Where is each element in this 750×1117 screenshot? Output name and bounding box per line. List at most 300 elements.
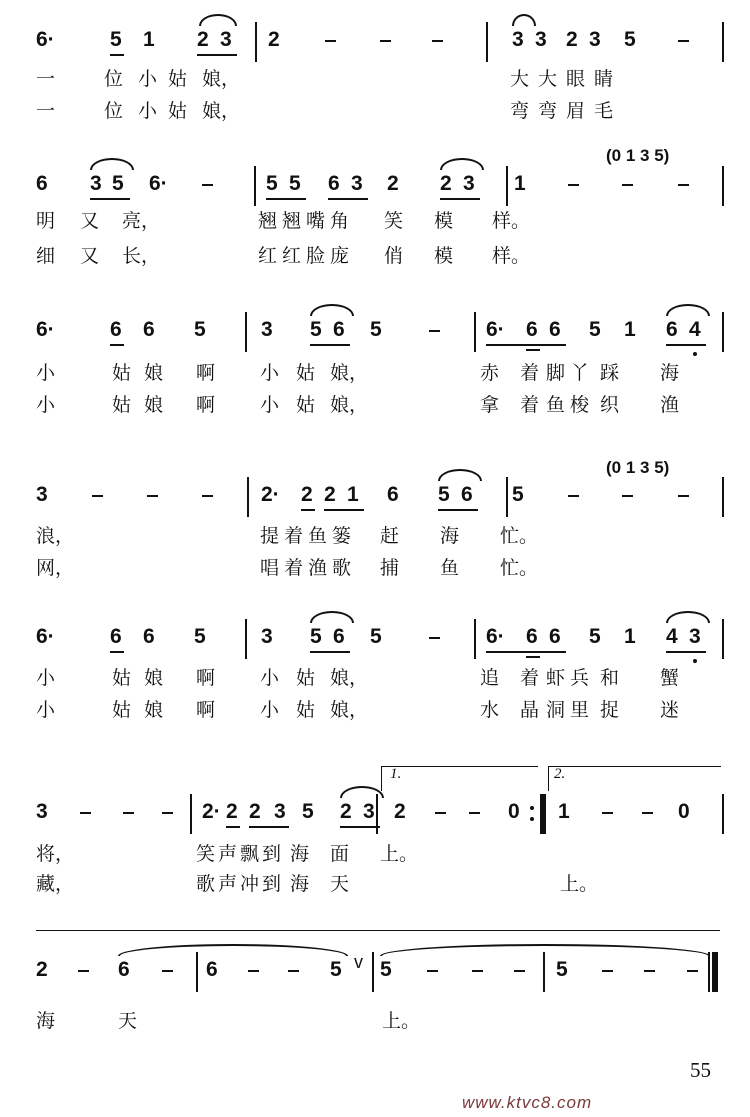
lyric-char: 水 — [480, 699, 500, 721]
note: 3 — [261, 318, 273, 341]
note: 5 — [438, 483, 450, 506]
lyric-char: 姑 — [168, 100, 188, 122]
lyric-char: 小 — [36, 362, 56, 384]
eighth-underline — [526, 651, 566, 653]
slur — [512, 14, 536, 26]
slur — [666, 304, 710, 316]
slur — [440, 158, 484, 170]
note: 2 — [440, 172, 452, 195]
lyric-char: 着 — [284, 557, 304, 579]
note: 3 — [36, 800, 48, 823]
note: 3 — [589, 28, 601, 51]
note: 3 — [90, 172, 102, 195]
lyric-char: 明 — [36, 210, 56, 232]
duration-dash — [429, 637, 440, 639]
note: 6· — [149, 172, 168, 195]
note: 3 — [512, 28, 524, 51]
lyric-char: 一 — [36, 68, 56, 90]
lyric-char: 姑 — [112, 394, 132, 416]
lyric-char: 翘 — [258, 210, 278, 232]
lyric-char: 丫 — [570, 362, 590, 384]
note: 3 — [351, 172, 363, 195]
slur — [310, 611, 354, 623]
note: 6· — [36, 625, 55, 648]
duration-dash — [147, 495, 158, 497]
lyric-char: 歌 — [196, 873, 216, 895]
lyric-char: 小 — [36, 394, 56, 416]
lyric-char: 天 — [330, 873, 350, 895]
note: 6 — [328, 172, 340, 195]
lyric-char: 小 — [138, 100, 158, 122]
note: 6· — [486, 625, 505, 648]
note: 0 — [508, 800, 520, 823]
eighth-underline — [666, 344, 706, 346]
low-octave-dot — [693, 352, 697, 356]
lyric-char: 鱼 — [308, 525, 328, 547]
note: 5 — [194, 318, 206, 341]
lyric-char: 捉 — [600, 699, 620, 721]
lyric-char: 和 — [600, 667, 620, 689]
lyric-char: 海 — [290, 843, 310, 865]
eighth-underline — [310, 344, 350, 346]
repeat-barline — [540, 794, 544, 834]
duration-dash — [78, 970, 89, 972]
note: 6 — [333, 318, 345, 341]
note: 6 — [36, 172, 48, 195]
lyric-char: 眼 — [566, 68, 586, 90]
note: 2 — [394, 800, 406, 823]
note: 6 — [143, 625, 155, 648]
lyric-char: 位 — [104, 68, 124, 90]
lyric-char: 模 — [434, 245, 454, 267]
duration-dash — [678, 40, 689, 42]
lyric-char: 娘， — [330, 667, 369, 689]
lyric-char: 姑 — [296, 394, 316, 416]
duration-dash — [602, 970, 613, 972]
barline — [245, 312, 247, 352]
sixteenth-underline — [526, 349, 540, 351]
lyric-char: 弯 — [538, 100, 558, 122]
note: 6 — [118, 958, 130, 981]
lyric-char: 浪， — [36, 525, 75, 547]
lyric-char: 追 — [480, 667, 500, 689]
lyric-char: 庞 — [330, 245, 350, 267]
lyric-char: 里 — [570, 699, 590, 721]
lyric-char: 嘴 — [306, 210, 326, 232]
duration-dash — [602, 812, 613, 814]
lyric-char: 小 — [138, 68, 158, 90]
duration-dash — [622, 184, 633, 186]
note: 6 — [549, 318, 561, 341]
eighth-underline — [310, 651, 350, 653]
lyric-char: 天 — [118, 1010, 138, 1032]
barline — [245, 619, 247, 659]
slur — [199, 14, 237, 26]
barline — [722, 794, 724, 834]
duration-dash — [380, 40, 391, 42]
duration-dash — [568, 495, 579, 497]
note: 5 — [370, 318, 382, 341]
lyric-char: 细 — [36, 245, 56, 267]
lyric-char: 一 — [36, 100, 56, 122]
note: 5 — [330, 958, 342, 981]
volta-number: 2. — [554, 766, 566, 782]
lyric-char: 海 — [660, 362, 680, 384]
repeat-dot — [530, 806, 534, 810]
note: 2 — [249, 800, 261, 823]
note: 3 — [463, 172, 475, 195]
note: 1 — [347, 483, 359, 506]
note: 6· — [36, 28, 55, 51]
lyric-char: 赶 — [380, 525, 400, 547]
eighth-underline — [226, 826, 240, 828]
barline — [247, 477, 249, 517]
duration-dash — [202, 184, 213, 186]
barline — [255, 22, 257, 62]
duration-dash — [469, 812, 480, 814]
lyric-char: 娘 — [144, 362, 164, 384]
note: 6 — [666, 318, 678, 341]
lyric-char: 踩 — [600, 362, 620, 384]
eighth-underline — [110, 651, 124, 653]
lyric-char: 姑 — [112, 667, 132, 689]
system-rule — [36, 930, 720, 931]
lyric-char: 啊 — [196, 699, 216, 721]
duration-dash — [248, 970, 259, 972]
duration-dash — [678, 184, 689, 186]
lyric-char: 睛 — [594, 68, 614, 90]
lyric-char: 啊 — [196, 394, 216, 416]
lyric-char: 娘， — [330, 394, 369, 416]
lyric-char: 洞 — [546, 699, 566, 721]
note: 6 — [110, 625, 122, 648]
lyric-char: 眉 — [566, 100, 586, 122]
lyric-char: 藏， — [36, 873, 75, 895]
lyric-char: 冲 — [240, 873, 260, 895]
lyric-char: 将， — [36, 843, 75, 865]
note: 6· — [36, 318, 55, 341]
eighth-underline — [324, 509, 364, 511]
slur — [666, 611, 710, 623]
note: 6 — [206, 958, 218, 981]
lyric-char: 赤 — [480, 362, 500, 384]
note: 2· — [261, 483, 280, 506]
lyric-char: 娘 — [144, 394, 164, 416]
sixteenth-underline — [526, 656, 540, 658]
duration-dash — [325, 40, 336, 42]
lyric-char: 角 — [330, 210, 350, 232]
lyric-char: 梭 — [570, 394, 590, 416]
barline — [196, 952, 198, 992]
lyric-char: 又 — [80, 245, 100, 267]
slur — [118, 944, 348, 956]
lyric-char: 面 — [330, 843, 350, 865]
page-number: 55 — [690, 1058, 711, 1082]
breath-mark: v — [354, 952, 363, 972]
lyric-char: 蟹 — [660, 667, 680, 689]
eighth-underline — [666, 651, 706, 653]
lyric-char: 娘 — [144, 699, 164, 721]
barline — [474, 619, 476, 659]
barline — [544, 794, 546, 834]
duration-dash — [202, 495, 213, 497]
lyric-char: 歌 — [332, 557, 352, 579]
lyric-char: 海 — [290, 873, 310, 895]
lyric-char: 笑 — [196, 843, 216, 865]
duration-dash — [622, 495, 633, 497]
lyric-char: 小 — [260, 667, 280, 689]
note: 6 — [461, 483, 473, 506]
note: 5 — [589, 625, 601, 648]
low-octave-dot — [693, 659, 697, 663]
lyric-char: 弯 — [510, 100, 530, 122]
lyric-char: 捕 — [380, 557, 400, 579]
watermark: www.ktvc8.com — [462, 1093, 593, 1112]
lyric-char: 鱼 — [546, 394, 566, 416]
lyric-char: 上。 — [382, 1010, 421, 1032]
duration-dash — [80, 812, 91, 814]
eighth-underline — [328, 198, 368, 200]
pickup-notes: (0 1 3 5) — [606, 146, 670, 165]
note: 5 — [110, 28, 122, 51]
lyric-char: 啊 — [196, 362, 216, 384]
eighth-underline — [301, 509, 315, 511]
lyric-char: 提 — [260, 525, 280, 547]
lyric-char: 唱 — [260, 557, 280, 579]
duration-dash — [687, 970, 698, 972]
slur — [310, 304, 354, 316]
duration-dash — [678, 495, 689, 497]
note: 3 — [535, 28, 547, 51]
note: 6 — [110, 318, 122, 341]
barline — [722, 619, 724, 659]
lyric-char: 娘， — [202, 68, 241, 90]
slur — [340, 786, 384, 798]
lyric-char: 到 — [262, 843, 282, 865]
eighth-underline — [90, 198, 130, 200]
lyric-char: 大 — [510, 68, 530, 90]
barline — [372, 952, 374, 992]
duration-dash — [92, 495, 103, 497]
lyric-char: 飘 — [240, 843, 260, 865]
duration-dash — [514, 970, 525, 972]
slur — [380, 944, 710, 956]
note: 5 — [556, 958, 568, 981]
note: 6 — [143, 318, 155, 341]
lyric-char: 娘 — [144, 667, 164, 689]
lyric-char: 娘， — [330, 362, 369, 384]
note: 3 — [36, 483, 48, 506]
duration-dash — [429, 330, 440, 332]
volta-bracket-2 — [548, 766, 721, 791]
lyric-char: 亮， — [122, 210, 161, 232]
lyric-char: 样。 — [492, 245, 531, 267]
barline — [506, 477, 508, 517]
slur — [90, 158, 134, 170]
lyric-char: 脸 — [306, 245, 326, 267]
lyric-char: 笑 — [384, 210, 404, 232]
lyric-char: 虾 — [546, 667, 566, 689]
note: 5 — [370, 625, 382, 648]
final-barline — [714, 952, 718, 992]
note: 5 — [266, 172, 278, 195]
note: 5 — [380, 958, 392, 981]
lyric-char: 姑 — [112, 362, 132, 384]
volta-bracket-1 — [381, 766, 538, 791]
lyric-char: 啊 — [196, 667, 216, 689]
barline — [190, 794, 192, 834]
lyric-char: 毛 — [594, 100, 614, 122]
lyric-char: 着 — [520, 362, 540, 384]
duration-dash — [435, 812, 446, 814]
lyric-char: 海 — [440, 525, 460, 547]
note: 6 — [387, 483, 399, 506]
duration-dash — [642, 812, 653, 814]
note: 2 — [226, 800, 238, 823]
lyric-char: 小 — [260, 394, 280, 416]
lyric-char: 小 — [260, 362, 280, 384]
note: 1 — [514, 172, 526, 195]
lyric-char: 忙。 — [500, 557, 539, 579]
lyric-char: 到 — [262, 873, 282, 895]
barline — [254, 166, 256, 206]
lyric-char: 上。 — [560, 873, 599, 895]
lyric-char: 渔 — [660, 394, 680, 416]
note: 4 — [689, 318, 701, 341]
note: 1 — [558, 800, 570, 823]
duration-dash — [162, 970, 173, 972]
note: 2 — [36, 958, 48, 981]
lyric-char: 样。 — [492, 210, 531, 232]
duration-dash — [162, 812, 173, 814]
lyric-char: 鱼 — [440, 557, 460, 579]
duration-dash — [123, 812, 134, 814]
lyric-char: 脚 — [546, 362, 566, 384]
barline — [474, 312, 476, 352]
note: 5 — [289, 172, 301, 195]
note: 4 — [666, 625, 678, 648]
pickup-notes: (0 1 3 5) — [606, 458, 670, 477]
note: 6· — [486, 318, 505, 341]
eighth-underline — [438, 509, 478, 511]
note: 3 — [261, 625, 273, 648]
note: 3 — [274, 800, 286, 823]
barline — [722, 166, 724, 206]
note: 2· — [202, 800, 221, 823]
lyric-char: 姑 — [296, 667, 316, 689]
note: 5 — [512, 483, 524, 506]
barline — [722, 477, 724, 517]
barline — [722, 22, 724, 62]
lyric-char: 上。 — [380, 843, 419, 865]
note: 3 — [220, 28, 232, 51]
lyric-char: 忙。 — [500, 525, 539, 547]
note: 2 — [301, 483, 313, 506]
eighth-underline — [440, 198, 480, 200]
lyric-char: 娘， — [202, 100, 241, 122]
note: 5 — [194, 625, 206, 648]
barline — [543, 952, 545, 992]
lyric-char: 着 — [284, 525, 304, 547]
lyric-char: 声 — [218, 843, 238, 865]
eighth-underline — [110, 54, 124, 56]
duration-dash — [288, 970, 299, 972]
note: 6 — [549, 625, 561, 648]
note: 5 — [310, 625, 322, 648]
note: 5 — [112, 172, 124, 195]
volta-number: 1. — [390, 766, 402, 782]
note: 0 — [678, 800, 690, 823]
note: 2 — [197, 28, 209, 51]
lyric-char: 海 — [36, 1010, 56, 1032]
lyric-char: 迷 — [660, 699, 680, 721]
lyric-char: 位 — [104, 100, 124, 122]
lyric-char: 织 — [600, 394, 620, 416]
lyric-char: 声 — [218, 873, 238, 895]
lyric-char: 小 — [260, 699, 280, 721]
duration-dash — [427, 970, 438, 972]
note: 3 — [689, 625, 701, 648]
lyric-char: 俏 — [384, 245, 404, 267]
lyric-char: 兵 — [570, 667, 590, 689]
note: 1 — [624, 318, 636, 341]
note: 1 — [624, 625, 636, 648]
note: 6 — [526, 318, 538, 341]
eighth-underline — [340, 826, 380, 828]
lyric-char: 小 — [36, 667, 56, 689]
eighth-underline — [526, 344, 566, 346]
note: 2 — [387, 172, 399, 195]
repeat-dot — [530, 817, 534, 821]
lyric-char: 网， — [36, 557, 75, 579]
lyric-char: 姑 — [296, 699, 316, 721]
lyric-char: 渔 — [308, 557, 328, 579]
barline — [722, 312, 724, 352]
lyric-char: 模 — [434, 210, 454, 232]
lyric-char: 姑 — [168, 68, 188, 90]
duration-dash — [472, 970, 483, 972]
barline — [376, 794, 378, 834]
note: 5 — [302, 800, 314, 823]
lyric-char: 姑 — [296, 362, 316, 384]
lyric-char: 姑 — [112, 699, 132, 721]
lyric-char: 又 — [80, 210, 100, 232]
duration-dash — [568, 184, 579, 186]
slur — [438, 469, 482, 481]
note: 5 — [589, 318, 601, 341]
lyric-char: 大 — [538, 68, 558, 90]
lyric-char: 娘， — [330, 699, 369, 721]
note: 5 — [310, 318, 322, 341]
duration-dash — [644, 970, 655, 972]
note: 2 — [340, 800, 352, 823]
eighth-underline — [110, 344, 124, 346]
lyric-char: 晶 — [520, 699, 540, 721]
eighth-underline — [197, 54, 237, 56]
lyric-char: 着 — [520, 394, 540, 416]
lyric-char: 红 — [258, 245, 278, 267]
lyric-char: 篓 — [332, 525, 352, 547]
note: 3 — [363, 800, 375, 823]
eighth-underline — [266, 198, 306, 200]
lyric-char: 小 — [36, 699, 56, 721]
lyric-char: 着 — [520, 667, 540, 689]
note: 5 — [624, 28, 636, 51]
lyric-char: 翘 — [282, 210, 302, 232]
duration-dash — [432, 40, 443, 42]
lyric-char: 长， — [122, 245, 161, 267]
note: 6 — [333, 625, 345, 648]
